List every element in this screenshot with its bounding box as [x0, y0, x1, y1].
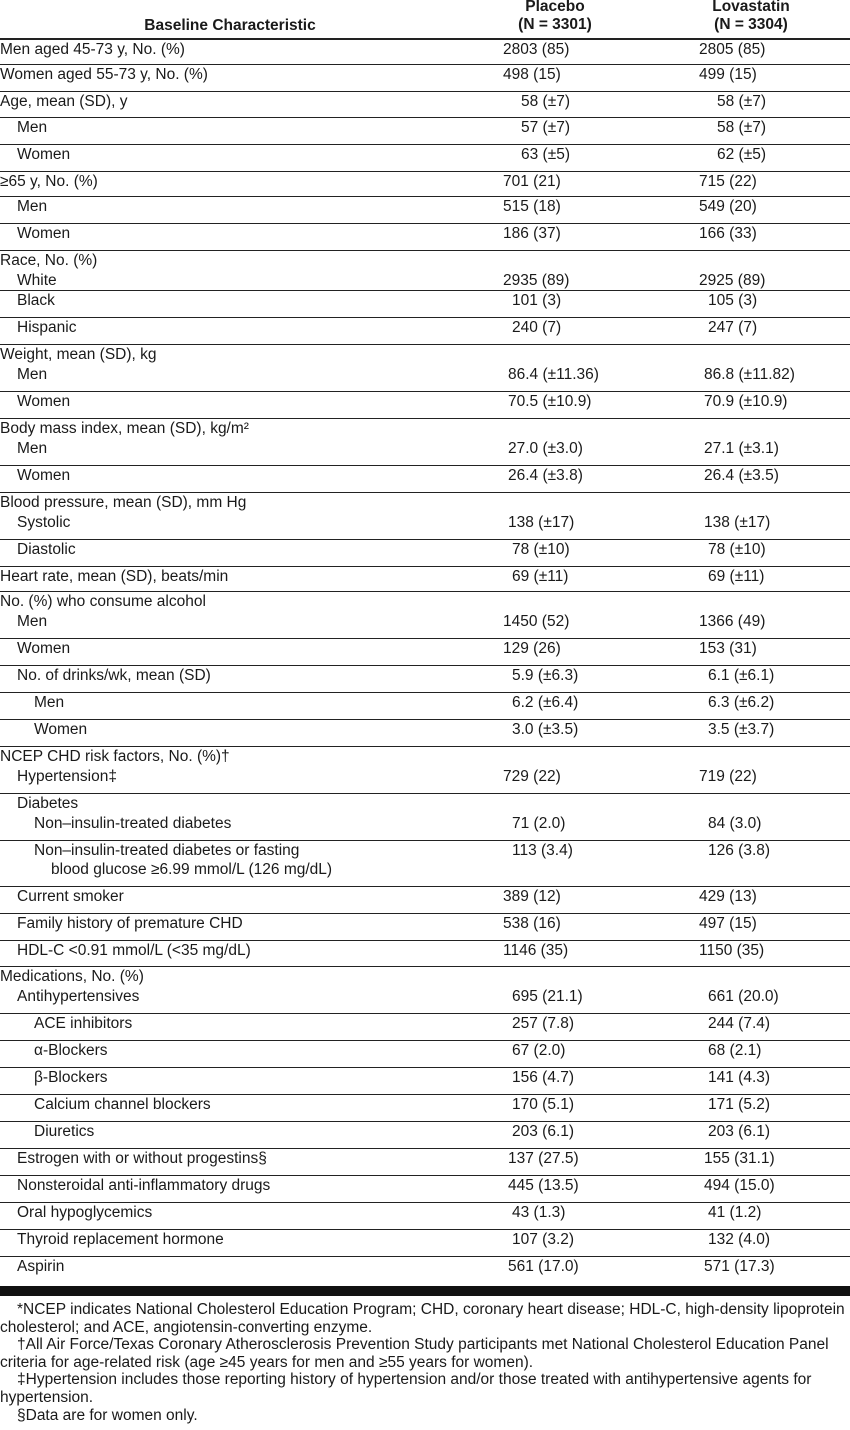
table-row — [0, 914, 850, 934]
placebo-value: 2935 (89) — [503, 272, 570, 289]
table-row — [0, 693, 850, 713]
lovastatin-value: 86.8 (±11.82) — [704, 366, 795, 383]
lovastatin-value: 155 (31.1) — [704, 1150, 775, 1167]
table-row — [0, 271, 850, 291]
row-label: Thyroid replacement hormone — [17, 1231, 224, 1248]
placebo-value: 69 (±11) — [512, 568, 569, 585]
table-row-group — [0, 392, 850, 419]
table-row — [0, 439, 850, 459]
placebo-value: 5.9 (±6.3) — [512, 667, 579, 684]
row-label: Men — [34, 694, 65, 711]
header-characteristic-label: Baseline Characteristic — [144, 17, 316, 34]
placebo-value: 498 (15) — [503, 66, 561, 83]
table-row-group — [0, 118, 850, 145]
row-label: Men — [17, 613, 48, 630]
header-lovastatin-name: Lovastatin — [712, 0, 790, 15]
placebo-value: 58 (±7) — [521, 93, 570, 110]
header-placebo-n: (N = 3301) — [518, 16, 592, 33]
table-row — [0, 967, 850, 987]
row-label: Women aged 55-73 y, No. (%) — [0, 66, 208, 83]
lovastatin-value: 499 (15) — [699, 66, 757, 83]
table-row-group — [0, 887, 850, 914]
table-row — [0, 172, 850, 192]
table-row-group — [0, 345, 850, 392]
table-row-group — [0, 92, 850, 118]
table-row — [0, 493, 850, 513]
table-row — [0, 1149, 850, 1169]
row-label: Women — [17, 640, 71, 657]
table-row-group — [0, 1176, 850, 1203]
header-lovastatin-n: (N = 3304) — [714, 16, 788, 33]
row-label: Hypertension‡ — [17, 768, 117, 785]
row-label: Systolic — [17, 514, 71, 531]
table-row-group — [0, 1095, 850, 1122]
placebo-value: 389 (12) — [503, 888, 561, 905]
lovastatin-value: 2925 (89) — [699, 272, 766, 289]
table-row-group — [0, 914, 850, 941]
placebo-value: 71 (2.0) — [512, 815, 566, 832]
table-row-group — [0, 1257, 850, 1284]
row-label-line: blood glucose ≥6.99 mmol/L (126 mg/dL) — [51, 861, 333, 878]
lovastatin-value: 132 (4.0) — [708, 1231, 771, 1248]
lovastatin-value: 244 (7.4) — [708, 1015, 771, 1032]
placebo-value: 1450 (52) — [503, 613, 570, 630]
lovastatin-value: 153 (31) — [699, 640, 757, 657]
row-label: β-Blockers — [34, 1069, 108, 1086]
lovastatin-value: 571 (17.3) — [704, 1258, 775, 1275]
footnote: ‡Hypertension includes those reporting history of hypertension and/or those treated with antihypertensive agents for hypertension. — [0, 1371, 812, 1406]
row-label: Current smoker — [17, 888, 124, 905]
table-row — [0, 1014, 850, 1034]
placebo-value: 27.0 (±3.0) — [508, 440, 583, 457]
row-label: Antihypertensives — [17, 988, 140, 1005]
placebo-value: 70.5 (±10.9) — [508, 393, 592, 410]
table-row-group — [0, 540, 850, 567]
table-bottom-rule — [0, 1286, 850, 1296]
table-row-group — [0, 172, 850, 197]
row-label: Diuretics — [34, 1123, 95, 1140]
placebo-value: 67 (2.0) — [512, 1042, 566, 1059]
table-row-group — [0, 841, 850, 887]
footnote: §Data are for women only. — [17, 1406, 198, 1424]
table-row — [0, 345, 850, 365]
placebo-value: 156 (4.7) — [512, 1069, 575, 1086]
lovastatin-value: 661 (20.0) — [708, 988, 779, 1005]
lovastatin-value: 247 (7) — [708, 319, 758, 336]
row-label: ≥65 y, No. (%) — [0, 173, 98, 190]
lovastatin-value: 126 (3.8) — [708, 842, 771, 859]
row-label: Race, No. (%) — [0, 252, 98, 269]
lovastatin-value: 78 (±10) — [708, 541, 766, 558]
table-row-group — [0, 1068, 850, 1095]
lovastatin-value: 497 (15) — [699, 915, 757, 932]
table-row — [0, 639, 850, 659]
placebo-value: 138 (±17) — [508, 514, 575, 531]
lovastatin-value: 2805 (85) — [699, 41, 766, 58]
footnote: *NCEP indicates National Cholesterol Education Program; CHD, coronary heart disease; HDL-C, high-density lipoprotein cholesterol; and ACE, angiotensin-converting enzyme. — [0, 1301, 845, 1336]
placebo-value: 43 (1.3) — [512, 1204, 566, 1221]
lovastatin-value: 203 (6.1) — [708, 1123, 771, 1140]
table-body — [0, 40, 850, 1284]
placebo-value: 561 (17.0) — [508, 1258, 579, 1275]
lovastatin-value: 719 (22) — [699, 768, 757, 785]
table-row-group — [0, 1149, 850, 1176]
table-row — [0, 1122, 850, 1142]
table-row-group — [0, 419, 850, 466]
lovastatin-value: 3.5 (±3.7) — [708, 721, 775, 738]
table-row-group — [0, 466, 850, 493]
row-label: Women — [17, 146, 71, 163]
lovastatin-value: 62 (±5) — [717, 146, 766, 163]
placebo-value: 170 (5.1) — [512, 1096, 575, 1113]
row-label — [34, 841, 332, 879]
row-label: Nonsteroidal anti-inflammatory drugs — [17, 1177, 271, 1194]
row-label: Aspirin — [17, 1258, 65, 1275]
lovastatin-value: 166 (33) — [699, 225, 757, 242]
header-placebo-name: Placebo — [525, 0, 585, 15]
table-row — [0, 145, 850, 165]
placebo-value: 701 (21) — [503, 173, 561, 190]
table-row-group — [0, 666, 850, 693]
row-label: White — [17, 272, 57, 289]
table-row-group — [0, 40, 850, 65]
lovastatin-value: 1366 (49) — [699, 613, 766, 630]
table-row-group — [0, 693, 850, 720]
row-label: HDL-C <0.91 mmol/L (<35 mg/dL) — [17, 942, 251, 959]
placebo-value: 515 (18) — [503, 198, 561, 215]
row-label: Black — [17, 292, 55, 309]
table-row-group — [0, 493, 850, 540]
table-row — [0, 65, 850, 85]
row-label-line: Non–insulin-treated diabetes or fasting — [34, 842, 300, 859]
table-row — [0, 747, 850, 767]
lovastatin-value: 68 (2.1) — [708, 1042, 762, 1059]
row-label: Women — [17, 467, 71, 484]
table-row-group — [0, 592, 850, 639]
table-row — [0, 814, 850, 834]
table-row — [0, 1203, 850, 1223]
table-row — [0, 794, 850, 814]
table-row — [0, 987, 850, 1007]
row-label: Weight, mean (SD), kg — [0, 346, 157, 363]
row-label: Men — [17, 198, 48, 215]
row-label: Calcium channel blockers — [34, 1096, 211, 1113]
placebo-value: 1146 (35) — [503, 942, 569, 959]
lovastatin-value: 69 (±11) — [708, 568, 765, 585]
placebo-value: 3.0 (±3.5) — [512, 721, 579, 738]
table-row — [0, 1230, 850, 1250]
table-row — [0, 392, 850, 412]
lovastatin-value: 494 (15.0) — [704, 1177, 775, 1194]
placebo-value: 729 (22) — [503, 768, 561, 785]
placebo-value: 257 (7.8) — [512, 1015, 575, 1032]
row-label: No. (%) who consume alcohol — [0, 593, 206, 610]
row-label: Women — [17, 393, 71, 410]
lovastatin-value: 138 (±17) — [704, 514, 771, 531]
table-row-group — [0, 639, 850, 666]
table-row — [0, 567, 850, 587]
lovastatin-value: 105 (3) — [708, 292, 758, 309]
row-label: Non–insulin-treated diabetes — [34, 815, 232, 832]
table-row — [0, 118, 850, 138]
placebo-value: 2803 (85) — [503, 41, 570, 58]
table-row — [0, 720, 850, 740]
table-row-group — [0, 1122, 850, 1149]
table-row-group — [0, 291, 850, 318]
row-label: Diabetes — [17, 795, 79, 812]
table-row — [0, 365, 850, 385]
lovastatin-value: 70.9 (±10.9) — [704, 393, 788, 410]
table-row — [0, 1068, 850, 1088]
row-label: Blood pressure, mean (SD), mm Hg — [0, 494, 247, 511]
table-row-group — [0, 224, 850, 251]
footnote: †All Air Force/Texas Coronary Atherosclerosis Prevention Study participants met National Cholesterol Education Panel criteria for age-related risk (age ≥45 years for men and ≥55 years for women). — [0, 1336, 829, 1371]
lovastatin-value: 27.1 (±3.1) — [704, 440, 779, 457]
row-label: Medications, No. (%) — [0, 968, 144, 985]
row-label: Men aged 45-73 y, No. (%) — [0, 41, 185, 58]
table-row — [0, 540, 850, 560]
lovastatin-value: 26.4 (±3.5) — [704, 467, 779, 484]
header-lovastatin — [676, 0, 826, 34]
placebo-value: 129 (26) — [503, 640, 561, 657]
table-row-group — [0, 197, 850, 224]
lovastatin-value: 6.1 (±6.1) — [708, 667, 775, 684]
table-row-group — [0, 967, 850, 1014]
row-label: Men — [17, 440, 48, 457]
table-row — [0, 612, 850, 632]
placebo-value: 203 (6.1) — [512, 1123, 575, 1140]
row-label: Heart rate, mean (SD), beats/min — [0, 568, 229, 585]
placebo-value: 57 (±7) — [521, 119, 570, 136]
table-row — [0, 251, 850, 271]
table-row-group — [0, 747, 850, 794]
table-row — [0, 40, 850, 60]
placebo-value: 107 (3.2) — [512, 1231, 575, 1248]
row-label: Hispanic — [17, 319, 77, 336]
table-row-group — [0, 1041, 850, 1068]
placebo-value: 538 (16) — [503, 915, 561, 932]
row-label: α-Blockers — [34, 1042, 108, 1059]
row-label: Men — [17, 366, 48, 383]
lovastatin-value: 715 (22) — [699, 173, 757, 190]
lovastatin-value: 58 (±7) — [717, 93, 766, 110]
table-row — [0, 666, 850, 686]
table-row — [0, 1095, 850, 1115]
placebo-value: 63 (±5) — [521, 146, 570, 163]
table-row — [0, 1041, 850, 1061]
table-row — [0, 887, 850, 907]
placebo-value: 240 (7) — [512, 319, 562, 336]
table-header — [0, 0, 850, 40]
table-row — [0, 767, 850, 787]
table-row-group — [0, 145, 850, 172]
lovastatin-value: 1150 (35) — [699, 942, 765, 959]
table-row — [0, 466, 850, 486]
table-row-group — [0, 65, 850, 92]
row-label: Women — [34, 721, 88, 738]
table-row-group — [0, 941, 850, 967]
row-label: NCEP CHD risk factors, No. (%)† — [0, 748, 230, 765]
row-label: Men — [17, 119, 48, 136]
placebo-value: 445 (13.5) — [508, 1177, 579, 1194]
placebo-value: 26.4 (±3.8) — [508, 467, 583, 484]
lovastatin-value: 429 (13) — [699, 888, 757, 905]
table-row — [0, 224, 850, 244]
table-row — [0, 419, 850, 439]
table-row — [0, 318, 850, 338]
table-row-group — [0, 567, 850, 592]
lovastatin-value: 84 (3.0) — [708, 815, 762, 832]
table-row — [0, 1257, 850, 1277]
row-label: Body mass index, mean (SD), kg/m² — [0, 420, 249, 437]
table-row — [0, 513, 850, 533]
row-label: Age, mean (SD), y — [0, 93, 128, 110]
placebo-value: 78 (±10) — [512, 541, 570, 558]
placebo-value: 86.4 (±11.36) — [508, 366, 599, 383]
table-row — [0, 841, 850, 881]
table-row — [0, 592, 850, 612]
row-label: Women — [17, 225, 71, 242]
lovastatin-value: 58 (±7) — [717, 119, 766, 136]
row-label: Estrogen with or without progestins§ — [17, 1150, 267, 1167]
lovastatin-value: 171 (5.2) — [708, 1096, 771, 1113]
header-placebo — [480, 0, 630, 34]
table-row — [0, 291, 850, 311]
placebo-value: 186 (37) — [503, 225, 561, 242]
table-row-group — [0, 251, 850, 291]
table-row-group — [0, 720, 850, 747]
placebo-value: 113 (3.4) — [512, 842, 573, 859]
lovastatin-value: 6.3 (±6.2) — [708, 694, 775, 711]
row-label: ACE inhibitors — [34, 1015, 133, 1032]
placebo-value: 695 (21.1) — [512, 988, 583, 1005]
table-row — [0, 1176, 850, 1196]
table-row-group — [0, 1203, 850, 1230]
table-row-group — [0, 1230, 850, 1257]
table-row-group — [0, 318, 850, 345]
row-label: Oral hypoglycemics — [17, 1204, 153, 1221]
table-row — [0, 197, 850, 217]
placebo-value: 137 (27.5) — [508, 1150, 579, 1167]
table-row — [0, 92, 850, 112]
row-label: Diastolic — [17, 541, 76, 558]
placebo-value: 101 (3) — [512, 292, 562, 309]
table-row-group — [0, 1014, 850, 1041]
table-row — [0, 941, 850, 961]
lovastatin-value: 549 (20) — [699, 198, 757, 215]
header-characteristic — [80, 17, 380, 35]
row-label: Family history of premature CHD — [17, 915, 243, 932]
table-row-group — [0, 794, 850, 841]
footnotes — [0, 1301, 850, 1424]
placebo-value: 6.2 (±6.4) — [512, 694, 579, 711]
lovastatin-value: 41 (1.2) — [708, 1204, 762, 1221]
lovastatin-value: 141 (4.3) — [708, 1069, 771, 1086]
row-label: No. of drinks/wk, mean (SD) — [17, 667, 211, 684]
